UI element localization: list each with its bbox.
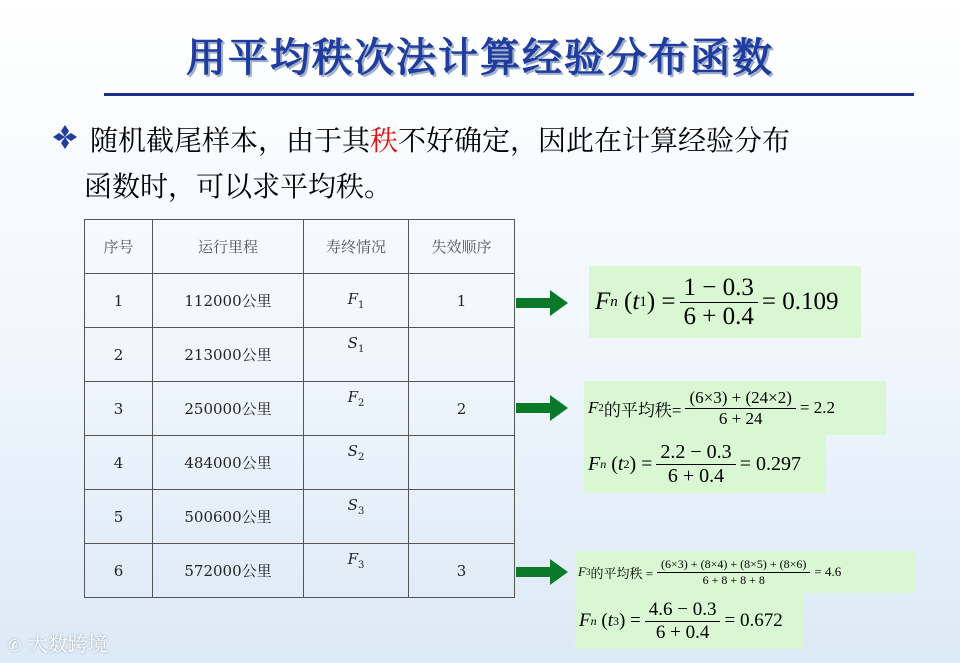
status-letter: F (347, 388, 359, 406)
cell-no: 4 (85, 436, 153, 490)
result: = 0.109 (761, 288, 839, 315)
formula-f2: F n ( t 2 ) = $\frac{2.2 - 0.3}{6 + 0.4}$ = 0.297 (584, 435, 826, 493)
result: = 4.6 (814, 564, 842, 579)
denominator: 6 + 0.4 (655, 621, 710, 643)
cell-order: 2 (409, 382, 515, 436)
numerator: (6×3) + (8×4) + (8×5) + (8×6) (657, 557, 810, 573)
cell-no: 5 (85, 490, 153, 544)
result: = 0.297 (739, 452, 801, 475)
status-sub: 3 (358, 560, 365, 571)
numerator: 1 − 0.3 (680, 274, 758, 303)
formula-f2-avg-rank (584, 381, 886, 435)
table-row (85, 490, 515, 544)
header-status: 寿终情况 (304, 220, 409, 274)
status-letter: F (347, 290, 359, 308)
arg-sub: 2 (623, 456, 630, 471)
status-letter: F (347, 550, 359, 568)
status-sub: 1 (357, 344, 365, 355)
denominator: 6 + 8 + 8 + 8 (702, 572, 765, 587)
formula-f3: F n ( t 3 ) = $\frac{4.6 - 0.3}{6 + 0.4}$ = 0.672 (575, 593, 803, 649)
cell-no: 3 (85, 382, 153, 436)
status-letter: S (347, 334, 358, 352)
numerator: 4.6 − 0.3 (645, 599, 721, 622)
label-letter: F (578, 564, 586, 579)
slide-title: 用平均秩次法计算经验分布函数 (186, 35, 774, 81)
header-no: 序号 (85, 220, 153, 274)
diamond-bullet-icon (50, 122, 80, 152)
table-row (85, 328, 515, 382)
lhs-sub: n (600, 456, 607, 471)
numerator: (6×3) + (24×2) (685, 388, 795, 409)
header-order: 失效顺序 (409, 220, 515, 274)
cell-mileage: 112000公里 (153, 274, 304, 328)
table-header-row (85, 220, 515, 274)
label-text: 的平均秩= (603, 400, 682, 420)
para-text-3: 函数时，可以求平均秩。 (84, 170, 393, 203)
status-sub: 3 (357, 506, 365, 517)
table-row (85, 436, 515, 490)
cell-status (304, 436, 409, 490)
watermark (8, 628, 108, 657)
cell-status (304, 328, 409, 382)
numerator: 2.2 − 0.3 (656, 441, 735, 465)
status-letter: S (347, 442, 358, 460)
intro-paragraph (84, 118, 920, 210)
label-text: 的平均秩 = (590, 565, 654, 581)
cell-status (304, 490, 409, 544)
table-row (85, 544, 515, 598)
table-row (85, 382, 515, 436)
arg-sub: 1 (639, 293, 647, 310)
cell-mileage: 250000公里 (153, 382, 304, 436)
para-text-1: 随机截尾样本，由于其 (90, 124, 371, 157)
result: = 0.672 (724, 610, 783, 631)
cell-status (304, 544, 409, 598)
cell-status (304, 382, 409, 436)
arg: t (617, 452, 624, 475)
status-sub: 2 (358, 398, 365, 409)
cell-order: 1 (409, 274, 515, 328)
denominator: 6 + 24 (718, 408, 763, 428)
cell-order (409, 490, 515, 544)
cell-order: 3 (409, 544, 515, 598)
para-text-2: 不好确定，因此在计算经验分布 (398, 124, 791, 157)
watermark-text: 大数跨境 (27, 632, 108, 656)
sample-table (84, 219, 515, 598)
result: = 2.2 (799, 398, 835, 417)
arrow-right-icon (516, 559, 568, 585)
title-underline (104, 93, 914, 96)
para-highlight: 秩 (370, 124, 399, 157)
lhs-sub: n (590, 613, 597, 628)
cell-status (304, 274, 409, 328)
status-sub: 2 (357, 452, 365, 463)
denominator: 6 + 0.4 (683, 302, 754, 330)
cell-mileage: 500600公里 (153, 490, 304, 544)
formula-f1: F n ( t 1 ) = $\frac{1 - 0.3}{6 + 0.4}$ = 0.109 (589, 266, 861, 338)
lhs-sub: n (610, 293, 618, 310)
formula-f3-avg-rank (575, 551, 915, 593)
table-row (85, 274, 515, 328)
watermark-logo-icon: ✆ (8, 636, 22, 655)
arg-sub: 3 (612, 613, 619, 628)
denominator: 6 + 0.4 (667, 464, 725, 487)
cell-mileage: 484000公里 (153, 436, 304, 490)
arrow-right-icon (516, 290, 568, 316)
arg: t (607, 610, 613, 631)
status-letter: S (347, 496, 358, 514)
cell-mileage: 572000公里 (153, 544, 304, 598)
cell-order (409, 436, 515, 490)
cell-mileage: 213000公里 (153, 328, 304, 382)
label-sub: 2 (598, 402, 604, 414)
label-sub: 3 (585, 567, 591, 577)
arg: t (632, 288, 640, 315)
arrow-right-icon (516, 395, 568, 421)
header-mileage: 运行里程 (153, 220, 304, 274)
cell-no: 2 (85, 328, 153, 382)
cell-no: 1 (85, 274, 153, 328)
cell-order (409, 328, 515, 382)
label-letter: F (588, 398, 599, 417)
status-sub: 1 (358, 300, 365, 311)
cell-no: 6 (85, 544, 153, 598)
